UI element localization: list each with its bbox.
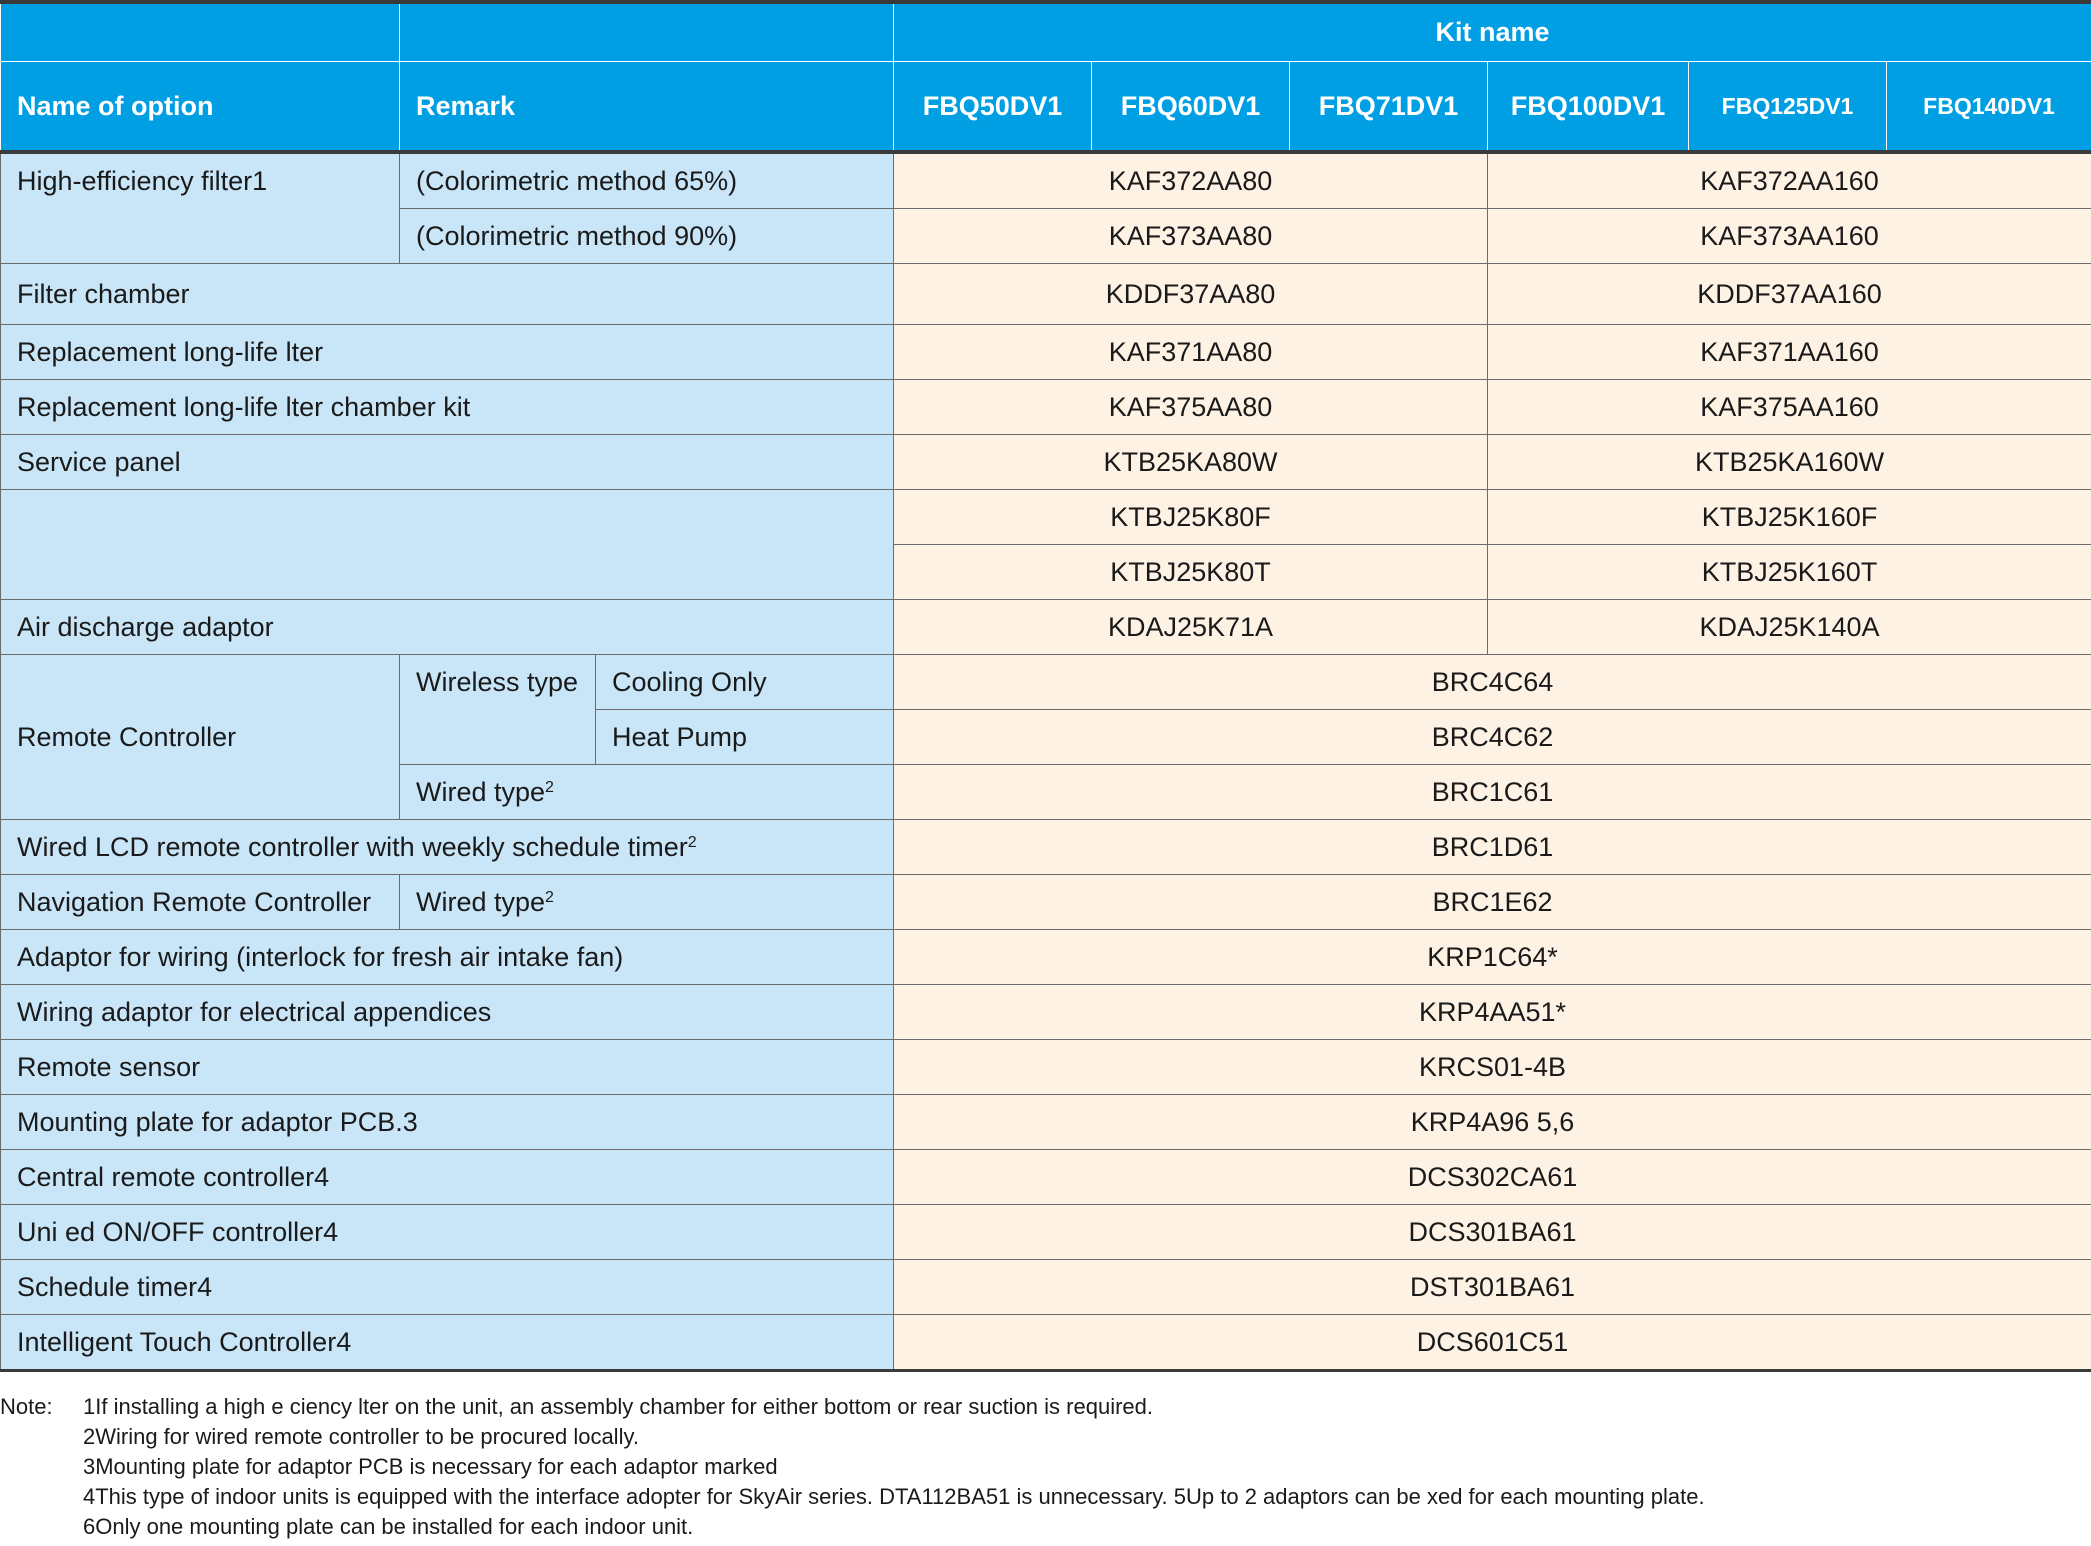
option-name: Air discharge adaptor bbox=[1, 600, 894, 655]
kit-code: KTBJ25K160T bbox=[1488, 545, 2091, 600]
table-row bbox=[1, 985, 2091, 1040]
kit-code: BRC1D61 bbox=[894, 820, 2091, 875]
option-name: Mounting plate for adaptor PCB.3 bbox=[1, 1095, 894, 1150]
kit-code: KTBJ25K80F bbox=[894, 490, 1488, 545]
footnote-marker: 2 bbox=[545, 778, 554, 796]
kit-code: BRC4C64 bbox=[894, 655, 2091, 710]
kit-code: BRC1C61 bbox=[894, 765, 2091, 820]
option-name: Filter chamber bbox=[1, 264, 894, 325]
header-model: FBQ50DV1 bbox=[894, 62, 1092, 153]
table-row bbox=[1, 1315, 2091, 1371]
option-remark bbox=[400, 875, 894, 930]
table-row bbox=[1, 1040, 2091, 1095]
table-row bbox=[1, 435, 2091, 490]
kit-code: KAF372AA80 bbox=[894, 152, 1488, 209]
kit-code: DCS301BA61 bbox=[894, 1205, 2091, 1260]
header-blank-name bbox=[1, 2, 400, 62]
option-name-text: Wired LCD remote controller with weekly schedule timer bbox=[17, 831, 688, 862]
option-name: Adaptor for wiring (interlock for fresh air intake fan) bbox=[1, 930, 894, 985]
option-name: Intelligent Touch Controller4 bbox=[1, 1315, 894, 1371]
header-model: FBQ60DV1 bbox=[1092, 62, 1290, 153]
kit-code: KTB25KA160W bbox=[1488, 435, 2091, 490]
kit-code: KAF373AA160 bbox=[1488, 209, 2091, 264]
option-remark-text: Wired type bbox=[416, 886, 546, 917]
header-model: FBQ125DV1 bbox=[1689, 62, 1887, 153]
table-row bbox=[1, 1150, 2091, 1205]
kit-code: KAF375AA80 bbox=[894, 380, 1488, 435]
table-row bbox=[1, 490, 2091, 545]
header-name-of-option: Name of option bbox=[1, 62, 400, 153]
option-name: Central remote controller4 bbox=[1, 1150, 894, 1205]
kit-code: KAF371AA160 bbox=[1488, 325, 2091, 380]
table-row bbox=[1, 930, 2091, 985]
table-row bbox=[1, 1095, 2091, 1150]
option-remark bbox=[400, 765, 894, 820]
table-row bbox=[1, 325, 2091, 380]
kit-code: KDAJ25K71A bbox=[894, 600, 1488, 655]
header-remark: Remark bbox=[400, 62, 894, 153]
table-row bbox=[1, 152, 2091, 209]
option-name: High-efficiency filter1 bbox=[1, 152, 400, 264]
table-row bbox=[1, 380, 2091, 435]
option-name: Remote sensor bbox=[1, 1040, 894, 1095]
note-line: 6Only one mounting plate can be installed for each indoor unit. bbox=[83, 1514, 694, 1539]
kit-code: KDAJ25K140A bbox=[1488, 600, 2091, 655]
option-name: Wiring adaptor for electrical appendices bbox=[1, 985, 894, 1040]
table-row bbox=[1, 600, 2091, 655]
option-remark: (Colorimetric method 65%) bbox=[400, 152, 894, 209]
kit-code: DST301BA61 bbox=[894, 1260, 2091, 1315]
kit-code: KAF372AA160 bbox=[1488, 152, 2091, 209]
kit-code: KAF373AA80 bbox=[894, 209, 1488, 264]
option-name: Service panel bbox=[1, 435, 894, 490]
table-row bbox=[1, 1205, 2091, 1260]
option-remark: Wireless type bbox=[400, 655, 596, 765]
header-blank-remark bbox=[400, 2, 894, 62]
kit-code: KRP4AA51* bbox=[894, 985, 2091, 1040]
kit-code: KDDF37AA80 bbox=[894, 264, 1488, 325]
table-header bbox=[1, 2, 2091, 152]
option-remark-text: Wired type bbox=[416, 776, 546, 807]
option-subremark: Heat Pump bbox=[596, 710, 894, 765]
option-name-blank bbox=[1, 490, 894, 600]
option-name: Replacement long-life lter chamber kit bbox=[1, 380, 894, 435]
kit-code: BRC1E62 bbox=[894, 875, 2091, 930]
kit-code: KTB25KA80W bbox=[894, 435, 1488, 490]
kit-code: BRC4C62 bbox=[894, 710, 2091, 765]
note-line: 3Mounting plate for adaptor PCB is necessary for each adaptor marked bbox=[83, 1454, 778, 1479]
kit-code: KAF375AA160 bbox=[1488, 380, 2091, 435]
option-name: Schedule timer4 bbox=[1, 1260, 894, 1315]
notes-label: Note: bbox=[0, 1394, 53, 1419]
note-line: 1If installing a high e ciency lter on the unit, an assembly chamber for either bottom or rear suction is required. bbox=[83, 1394, 1153, 1419]
option-name: Replacement long-life lter bbox=[1, 325, 894, 380]
header-model: FBQ100DV1 bbox=[1488, 62, 1689, 153]
kit-code: KTBJ25K160F bbox=[1488, 490, 2091, 545]
footnote-marker: 2 bbox=[687, 833, 697, 851]
notes-list bbox=[83, 1392, 1705, 1542]
note-line: 4This type of indoor units is equipped with the interface adopter for SkyAir series. DTA112BA51 is unnecessary. 5Up to 2 adaptors can be xed for each mounting plate. bbox=[83, 1484, 1705, 1509]
table-row bbox=[1, 655, 2091, 710]
option-name: Uni ed ON/OFF controller4 bbox=[1, 1205, 894, 1260]
kit-code: DCS302CA61 bbox=[894, 1150, 2091, 1205]
option-name bbox=[1, 820, 894, 875]
kit-code: KTBJ25K80T bbox=[894, 545, 1488, 600]
kit-code: DCS601C51 bbox=[894, 1315, 2091, 1371]
table-row bbox=[1, 264, 2091, 325]
kit-code: KRP4A96 5,6 bbox=[894, 1095, 2091, 1150]
kit-code: KAF371AA80 bbox=[894, 325, 1488, 380]
table-row bbox=[1, 875, 2091, 930]
option-name: Remote Controller bbox=[1, 655, 400, 820]
kit-code: KRP1C64* bbox=[894, 930, 2091, 985]
header-model: FBQ140DV1 bbox=[1887, 62, 2091, 153]
kit-code: KRCS01-4B bbox=[894, 1040, 2091, 1095]
option-name: Navigation Remote Controller bbox=[1, 875, 400, 930]
option-remark: (Colorimetric method 90%) bbox=[400, 209, 894, 264]
option-subremark: Cooling Only bbox=[596, 655, 894, 710]
kit-code: KDDF37AA160 bbox=[1488, 264, 2091, 325]
table-row bbox=[1, 1260, 2091, 1315]
header-kit-name: Kit name bbox=[894, 2, 2091, 62]
table-row bbox=[1, 820, 2091, 875]
note-line: 2Wiring for wired remote controller to be procured locally. bbox=[83, 1424, 639, 1449]
header-model: FBQ71DV1 bbox=[1290, 62, 1488, 153]
footnote-marker: 2 bbox=[545, 888, 554, 906]
table-body bbox=[1, 152, 2091, 1371]
